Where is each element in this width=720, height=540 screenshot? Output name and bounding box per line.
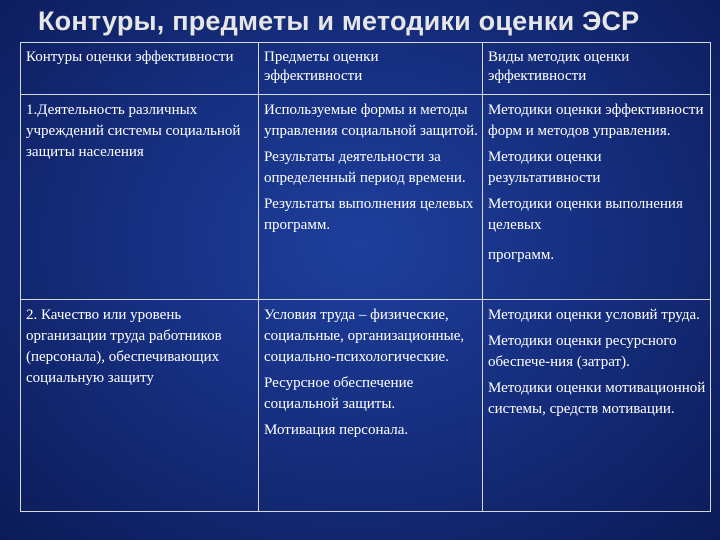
slide-title: Контуры, предметы и методики оценки ЭСР bbox=[38, 6, 640, 36]
table-header-row bbox=[21, 43, 711, 95]
row1-subjects-cell bbox=[259, 95, 483, 300]
row1-subject-2: Результаты деятельности за определенный период времени. bbox=[264, 149, 466, 186]
row2-method-2: Методики оценки ресурсного обеспече-ния (затрат). bbox=[488, 333, 677, 370]
header-cell-contours: Контуры оценки эффективности bbox=[21, 43, 259, 95]
row1-method-3: Методики оценки выполнения целевых bbox=[488, 196, 683, 233]
row1-method-2: Методики оценки результативности bbox=[488, 149, 602, 186]
row1-subject-1: Используемые формы и методы управления социальной защитой. bbox=[264, 102, 478, 139]
row2-method-3: Методики оценки мотивационной системы, средств мотивации. bbox=[488, 380, 706, 417]
header-cell-subjects: Предметы оценки эффективности bbox=[259, 43, 483, 95]
row1-contour-text: 1.Деятельность различных учреждений системы социальной защиты населения bbox=[26, 102, 241, 160]
row1-methods-cell bbox=[483, 95, 711, 300]
header-cell-methods: Виды методик оценки эффективности bbox=[483, 43, 711, 95]
table-row bbox=[21, 300, 711, 512]
row2-subject-2: Ресурсное обеспечение социальной защиты. bbox=[264, 375, 414, 412]
row1-contour-cell bbox=[21, 95, 259, 300]
row1-method-1: Методики оценки эффективности форм и методов управления. bbox=[488, 102, 704, 139]
table-row bbox=[21, 95, 711, 300]
row2-method-1: Методики оценки условий труда. bbox=[488, 307, 700, 323]
evaluation-table bbox=[20, 42, 711, 512]
row1-method-4: программ. bbox=[488, 247, 555, 263]
row2-subject-1: Условия труда – физические, социальные, организационные, социально-психологические. bbox=[264, 307, 465, 365]
row2-subjects-cell bbox=[259, 300, 483, 512]
row2-contour-cell bbox=[21, 300, 259, 512]
row2-methods-cell bbox=[483, 300, 711, 512]
row2-subject-3: Мотивация персонала. bbox=[264, 422, 409, 438]
row2-contour-text: 2. Качество или уровень организации труда работников (персонала), обеспечивающих социальную защиту bbox=[26, 307, 222, 386]
row1-subject-3: Результаты выполнения целевых программ. bbox=[264, 196, 474, 233]
